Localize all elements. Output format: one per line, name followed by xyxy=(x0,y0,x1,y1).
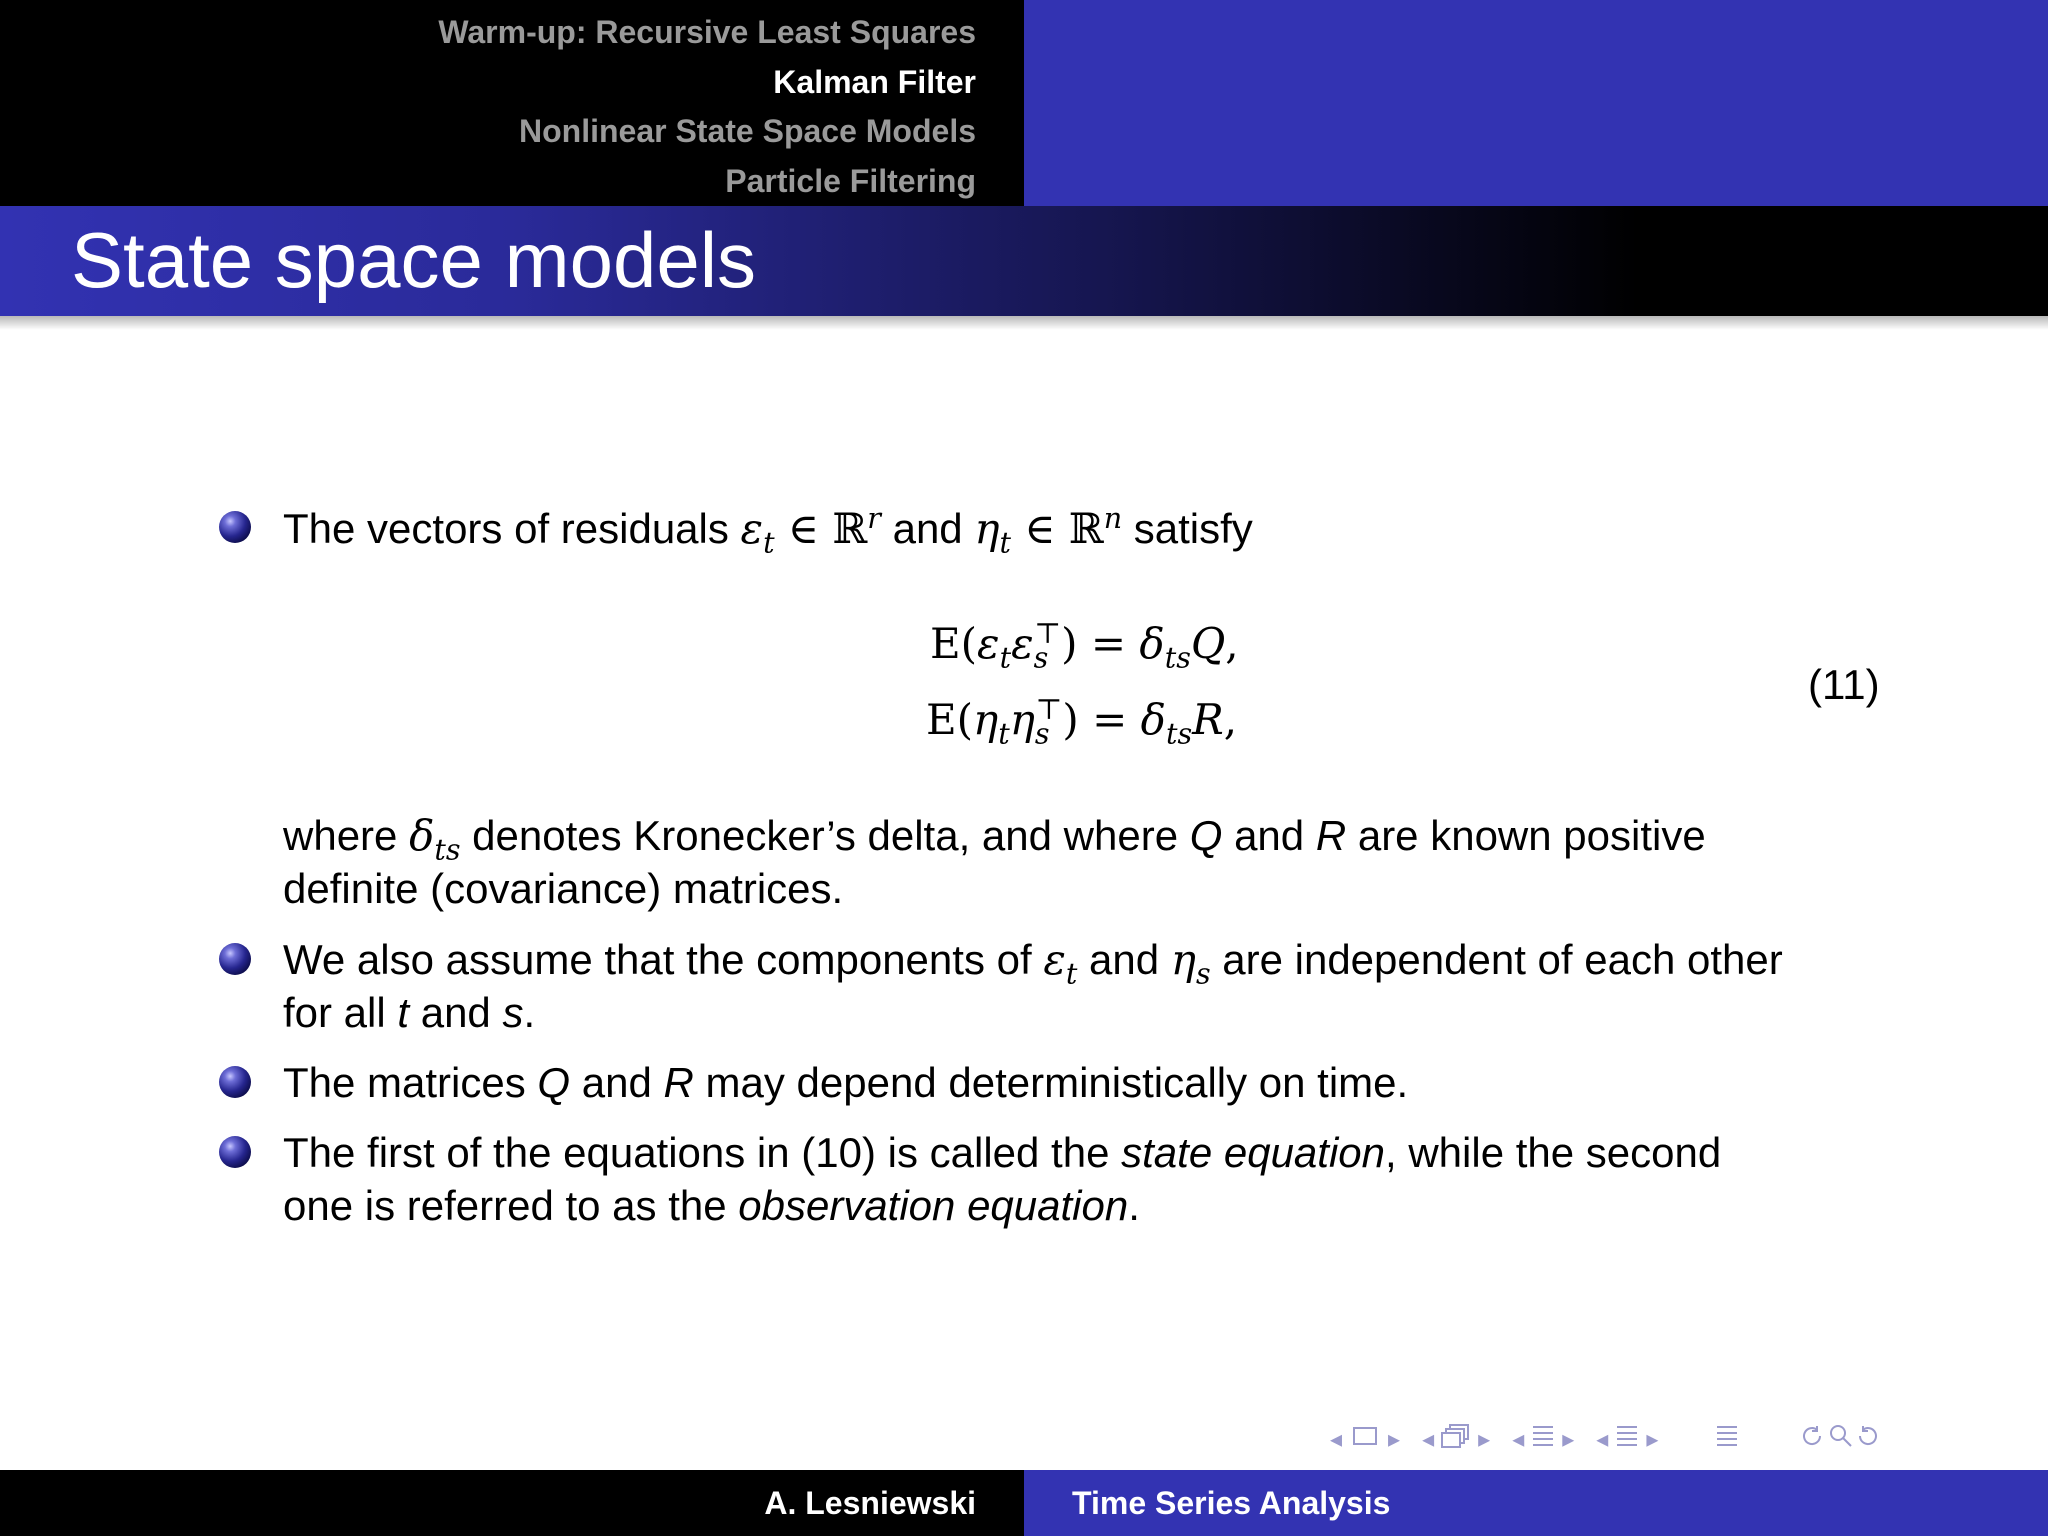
nav-frame-next-icon[interactable]: ▸ xyxy=(1388,1425,1401,1453)
nav-part-next-icon[interactable]: ▸ xyxy=(1646,1425,1659,1453)
nav-frame-icon[interactable] xyxy=(1352,1425,1378,1453)
bullet-4-line-2: one is referred to as the observation equation. xyxy=(283,1182,1140,1229)
nav-back-icon[interactable] xyxy=(1800,1424,1824,1454)
nav-subsection-icon[interactable] xyxy=(1440,1423,1472,1455)
nav-section-icon[interactable] xyxy=(1530,1423,1556,1455)
nav-subsection-next-icon[interactable]: ▸ xyxy=(1478,1425,1491,1453)
header-right-panel xyxy=(1024,0,2048,206)
equation-line-2: $E(\eta_t\eta_s^⊤) = \delta_{ts}R$, xyxy=(926,692,1238,751)
footer-talk-title: Time Series Analysis xyxy=(1072,1485,1391,1521)
nav-align-icon[interactable] xyxy=(1714,1423,1740,1455)
nav-frame-prev-icon[interactable]: ◂ xyxy=(1330,1425,1343,1453)
where-text-line-1: where $\delta_{ts}$ denotes Kronecker’s delta, and where Q and R are known positive xyxy=(283,811,1706,867)
navigation-symbols xyxy=(1330,1424,1880,1454)
title-bar-shadow xyxy=(0,316,2048,330)
nav-part-prev-icon[interactable]: ◂ xyxy=(1596,1425,1609,1453)
section-navigation xyxy=(438,8,976,206)
equation-number: (11) xyxy=(1808,661,1880,708)
search-icon[interactable] xyxy=(1828,1423,1854,1455)
footer-author: A. Lesniewski xyxy=(764,1485,976,1521)
nav-part-icon[interactable] xyxy=(1614,1423,1640,1455)
bullet-icon xyxy=(219,943,251,975)
section-link-rls[interactable]: Warm-up: Recursive Least Squares xyxy=(438,14,976,50)
section-link-nonlinear-models[interactable]: Nonlinear State Space Models xyxy=(518,113,976,149)
nav-forward-icon[interactable] xyxy=(1856,1424,1880,1454)
nav-section-next-icon[interactable]: ▸ xyxy=(1562,1425,1575,1453)
bullet-2-line-2: for all t and s. xyxy=(283,989,536,1036)
nav-subsection-prev-icon[interactable]: ◂ xyxy=(1422,1425,1435,1453)
bullet-4-line-1: The first of the equations in (10) is called the state equation, while the second xyxy=(283,1129,1722,1176)
slide-title: State space models xyxy=(71,216,757,304)
bullet-icon xyxy=(219,1066,251,1098)
bullet-3-text: The matrices Q and R may depend deterministically on time. xyxy=(283,1059,1409,1106)
bullet-1-text: The vectors of residuals $\varepsilon_t$ ∈ ℝ$^r$ and $\eta_t$ ∈ ℝ$^n$ satisfy xyxy=(283,501,1253,560)
bullet-icon xyxy=(219,1136,251,1168)
section-link-particle-filtering[interactable]: Particle Filtering xyxy=(725,162,976,199)
bullet-icon xyxy=(219,511,251,543)
where-text-line-2: definite (covariance) matrices. xyxy=(283,865,844,912)
equation-line-1: $E(\varepsilon_t\varepsilon_s^⊤) = \delta_{ts}Q$, xyxy=(930,616,1239,675)
section-link-kalman-filter[interactable]: Kalman Filter xyxy=(773,63,976,100)
nav-section-prev-icon[interactable]: ◂ xyxy=(1512,1425,1525,1453)
bullet-2-line-1: We also assume that the components of $\varepsilon_t$ and $\eta_s$ are independent of each other xyxy=(283,935,1783,991)
